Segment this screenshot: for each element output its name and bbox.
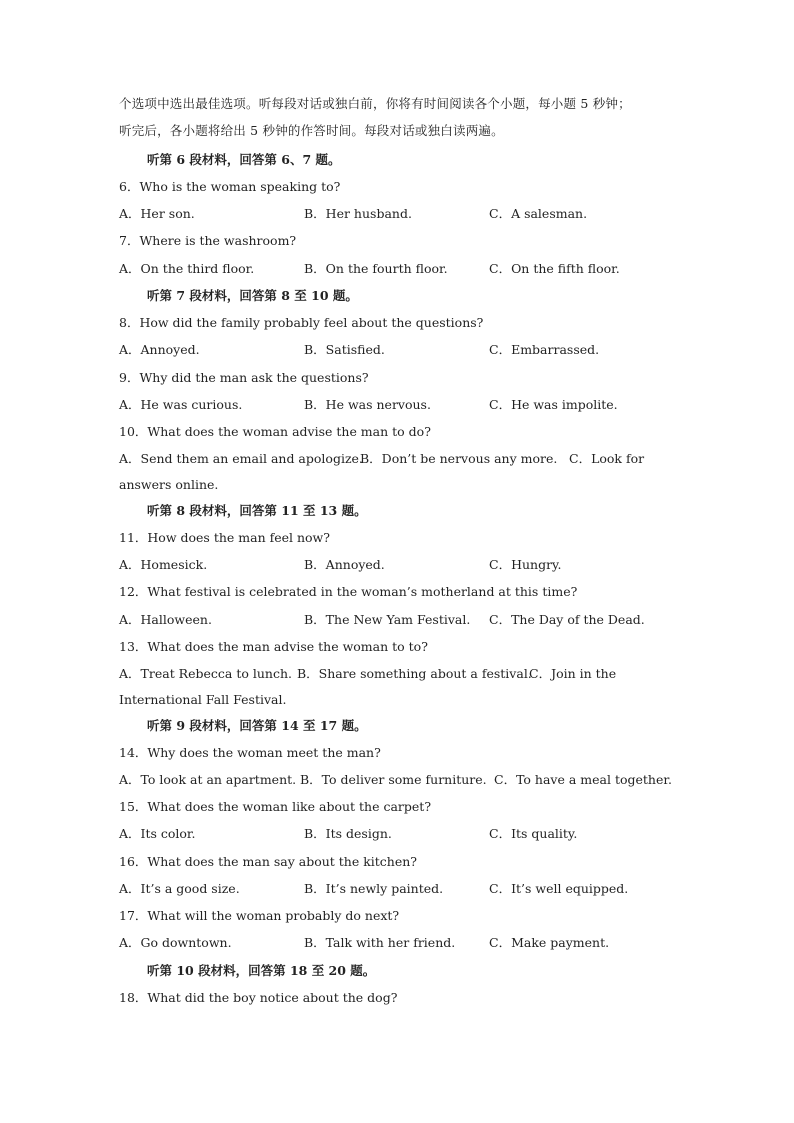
intro-line-2: 听完后，各小题将给出 5 秒钟的作答时间。每段对话或独白读两遍。 bbox=[119, 123, 504, 138]
question-6-option-c: C．A salesman. bbox=[489, 206, 588, 221]
question-8-option-a: A．Annoyed. bbox=[119, 342, 200, 357]
question-14-option-b: B．To deliver some furniture. bbox=[300, 772, 487, 787]
question-12-option-c: C．The Day of the Dead. bbox=[489, 612, 645, 627]
question-7-option-a: A．On the third floor. bbox=[119, 261, 255, 276]
question-12-option-a: A．Halloween. bbox=[119, 612, 212, 627]
question-13-option-c-continued: International Fall Festival. bbox=[119, 692, 287, 707]
question-10-option-c-continued: answers online. bbox=[119, 477, 219, 492]
section-heading-6: 听第 6 段材料，回答第 6、7 题。 bbox=[147, 152, 341, 167]
question-11-option-a: A．Homesick. bbox=[119, 557, 208, 572]
question-17-option-a: A．Go downtown. bbox=[119, 935, 232, 950]
question-10-option-b: B．Don’t be nervous any more. bbox=[360, 451, 558, 466]
question-14: 14．Why does the woman meet the man? bbox=[119, 745, 381, 760]
question-14-option-a: A．To look at an apartment. bbox=[119, 772, 297, 787]
question-6: 6．Who is the woman speaking to? bbox=[119, 179, 341, 194]
section-heading-10: 听第 10 段材料，回答第 18 至 20 题。 bbox=[147, 963, 376, 978]
question-13-option-a: A．Treat Rebecca to lunch. bbox=[119, 666, 292, 681]
question-15-option-a: A．Its color. bbox=[119, 826, 196, 841]
question-7: 7．Where is the washroom? bbox=[119, 233, 297, 248]
question-12: 12．What festival is celebrated in the woman’s motherland at this time? bbox=[119, 584, 578, 599]
section-heading-8: 听第 8 段材料，回答第 11 至 13 题。 bbox=[147, 503, 367, 518]
section-heading-9: 听第 9 段材料，回答第 14 至 17 题。 bbox=[147, 718, 367, 733]
question-14-option-c: C．To have a meal together. bbox=[494, 772, 672, 787]
question-16-option-a: A．It’s a good size. bbox=[119, 881, 240, 896]
intro-line-1: 个选项中选出最佳选项。听每段对话或独白前，你将有时间阅读各个小题，每小题 5 秒钟； bbox=[119, 96, 631, 111]
section-heading-7: 听第 7 段材料，回答第 8 至 10 题。 bbox=[147, 288, 358, 303]
question-11-option-c: C．Hungry. bbox=[489, 557, 562, 572]
question-6-option-a: A．Her son. bbox=[119, 206, 195, 221]
question-8: 8．How did the family probably feel about the questions? bbox=[119, 315, 484, 330]
question-16: 16．What does the man say about the kitchen? bbox=[119, 854, 418, 869]
question-13-option-c: C．Join in the bbox=[529, 666, 617, 681]
question-8-option-c: C．Embarrassed. bbox=[489, 342, 600, 357]
question-16-option-b: B．It’s newly painted. bbox=[304, 881, 444, 896]
question-17-option-b: B．Talk with her friend. bbox=[304, 935, 456, 950]
question-9-option-b: B．He was nervous. bbox=[304, 397, 431, 412]
question-10: 10．What does the woman advise the man to do? bbox=[119, 424, 431, 439]
question-13-option-b: B．Share something about a festival. bbox=[297, 666, 532, 681]
question-7-option-c: C．On the fifth floor. bbox=[489, 261, 620, 276]
question-11-option-b: B．Annoyed. bbox=[304, 557, 385, 572]
question-18: 18．What did the boy notice about the dog? bbox=[119, 990, 398, 1005]
question-13: 13．What does the man advise the woman to to? bbox=[119, 639, 428, 654]
question-10-option-c: C．Look for bbox=[569, 451, 645, 466]
question-8-option-b: B．Satisfied. bbox=[304, 342, 385, 357]
question-11: 11．How does the man feel now? bbox=[119, 530, 330, 545]
question-9: 9．Why did the man ask the questions? bbox=[119, 370, 369, 385]
question-10-option-a: A．Send them an email and apologize. bbox=[119, 451, 363, 466]
question-15-option-c: C．Its quality. bbox=[489, 826, 578, 841]
question-17-option-c: C．Make payment. bbox=[489, 935, 610, 950]
question-15-option-b: B．Its design. bbox=[304, 826, 392, 841]
question-17: 17．What will the woman probably do next? bbox=[119, 908, 400, 923]
question-7-option-b: B．On the fourth floor. bbox=[304, 261, 448, 276]
question-6-option-b: B．Her husband. bbox=[304, 206, 412, 221]
question-12-option-b: B．The New Yam Festival. bbox=[304, 612, 471, 627]
question-16-option-c: C．It’s well equipped. bbox=[489, 881, 629, 896]
question-15: 15．What does the woman like about the carpet? bbox=[119, 799, 432, 814]
question-9-option-c: C．He was impolite. bbox=[489, 397, 618, 412]
question-9-option-a: A．He was curious. bbox=[119, 397, 243, 412]
